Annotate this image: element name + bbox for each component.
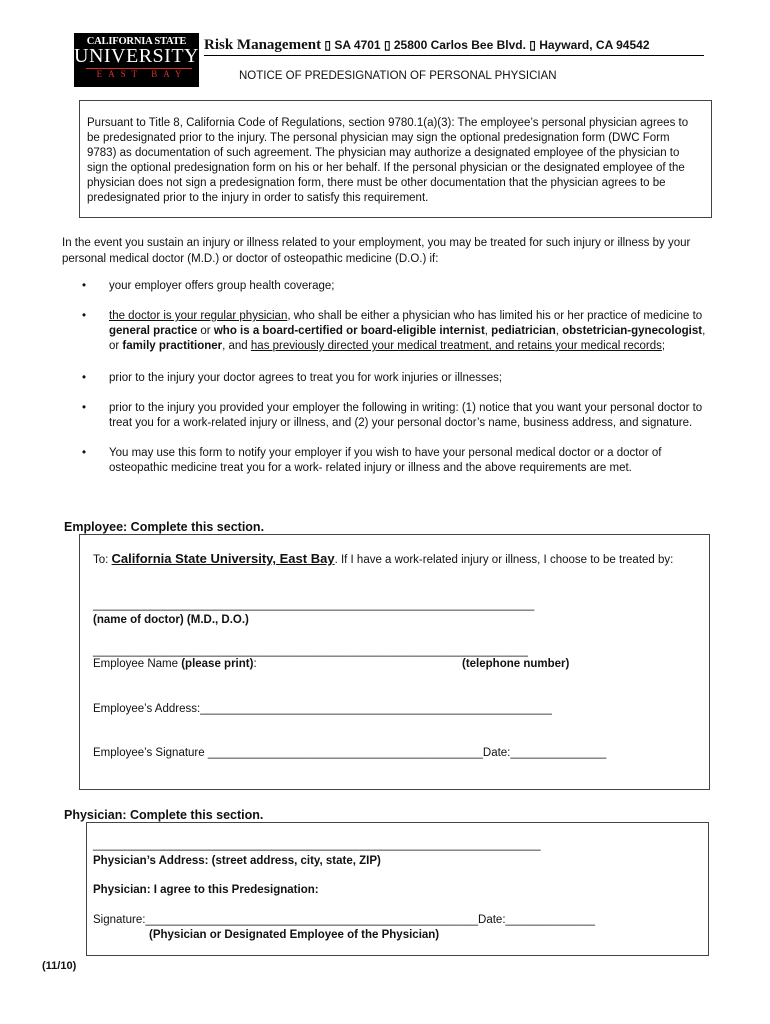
employee-address-field[interactable]: _______________________________________________________	[200, 703, 552, 715]
physician-signer-label: (Physician or Designated Employee of the Physician)	[149, 929, 440, 941]
condition-text: ,	[555, 325, 563, 337]
employee-signature-row	[93, 747, 606, 759]
regulation-notice-box: Pursuant to Title 8, California Code of Regulations, section 9780.1(a)(3): The employee’s personal physician agrees to be predesignated prior to the injury. The personal physician may sign the optional predesignation form (DWC Form 9783) as documentation of such agreement. The physician may authorize a designated employee of the physician to sign the optional predesignation form on his or her behalf. If the personal physician or the designated employee of the physician does not sign a predesignation form, there must be other documentation that the physician agrees to be predesignated prior to the injury in order to satisfy this requirement.	[79, 100, 712, 218]
list-item	[82, 309, 712, 354]
employee-section-box	[79, 534, 710, 790]
logo-line-1: CALIFORNIA STATE	[86, 36, 187, 47]
employee-address-label: Employee’s Address:	[93, 703, 201, 715]
employee-name-text: Employee Name	[93, 658, 182, 670]
university-logo	[74, 33, 199, 87]
letterhead	[204, 37, 650, 54]
condition-text: ,	[484, 325, 492, 337]
physician-section-heading: Physician: Complete this section.	[64, 808, 264, 822]
physician-agreement-label: Physician: I agree to this Predesignation:	[93, 884, 319, 896]
eligibility-conditions-list	[82, 279, 712, 491]
employee-name-field[interactable]: ____________________________________________________________________	[93, 645, 528, 657]
bullet-icon: •	[82, 310, 87, 322]
physician-signature-label: Signature:	[93, 914, 146, 926]
condition-text: or	[197, 325, 214, 337]
physician-address-label: Physician’s Address: (street address, city, state, ZIP)	[93, 855, 381, 867]
employee-address-row	[93, 703, 552, 715]
university-name: California State University, East Bay	[111, 551, 335, 566]
condition-text: prior to the injury your doctor agrees to treat you for work injuries or illnesses;	[109, 372, 503, 384]
bullet-icon: •	[82, 447, 87, 459]
condition-underlined-text: the doctor is your regular physician	[109, 310, 288, 322]
employee-signature-field[interactable]: ___________________________________________	[207, 747, 483, 759]
physician-date-field[interactable]: ______________	[505, 914, 596, 926]
condition-bold-text: who is a board-certified or board-eligible internist	[213, 325, 485, 337]
physician-section-box	[86, 822, 709, 956]
logo-line-2: UNIVERSITY	[74, 45, 199, 67]
condition-text: , or	[109, 325, 706, 352]
department-address: ▯ SA 4701 ▯ 25800 Carlos Bee Blvd. ▯ Hayward, CA 94542	[321, 38, 650, 52]
condition-bold-text: obstetrician-gynecologist	[562, 325, 703, 337]
condition-text: You may use this form to notify your employer if you wish to have your personal medical doctor or a doctor of osteopathic medicine treat you for a work- related injury or illness and the above requirements are met.	[109, 447, 662, 474]
list-item	[82, 446, 712, 476]
physician-signature-row	[93, 914, 595, 926]
doctor-name-field[interactable]: _____________________________________________________________________	[93, 599, 535, 611]
condition-bold-text: pediatrician	[491, 325, 556, 337]
condition-bold-text: general practice	[109, 325, 198, 337]
revision-date: (11/10)	[42, 960, 77, 972]
condition-text: your employer offers group health coverage;	[109, 280, 335, 292]
employee-name-label	[93, 658, 257, 670]
to-label: To:	[93, 554, 112, 566]
list-item	[82, 371, 712, 386]
condition-text: , who shall be either a physician who has limited his or her practice of medicine to	[287, 310, 703, 322]
employee-name-colon: :	[253, 658, 257, 670]
employee-signature-label: Employee’s Signature	[93, 747, 208, 759]
doctor-name-label: (name of doctor) (M.D., D.O.)	[93, 614, 249, 626]
employee-date-label: Date:	[482, 747, 511, 759]
bullet-icon: •	[82, 280, 87, 292]
list-item	[82, 279, 712, 294]
addressee-text: . If I have a work-related injury or illness, I choose to be treated by:	[334, 554, 674, 566]
eligibility-paragraph: In the event you sustain an injury or illness related to your employment, you may be treated for such injury or illness by your personal medical doctor (M.D.) or doctor of osteopathic medicine (D.O.) if:	[62, 237, 691, 265]
bullet-icon: •	[82, 372, 87, 384]
physician-date-label: Date:	[478, 914, 506, 926]
employee-name-hint: (please print)	[181, 658, 254, 670]
telephone-label: (telephone number)	[462, 658, 570, 670]
bullet-icon: •	[82, 402, 87, 414]
condition-text: , and	[222, 340, 251, 352]
condition-text: ;	[661, 340, 666, 352]
department-name: Risk Management	[204, 37, 322, 53]
employee-section-heading: Employee: Complete this section.	[64, 520, 265, 534]
employee-date-field[interactable]: _______________	[510, 747, 607, 759]
physician-signature-field[interactable]: ____________________________________________________	[145, 914, 479, 926]
physician-address-field[interactable]: ______________________________________________________________________	[93, 839, 541, 851]
condition-underlined-text: has previously directed your medical treatment, and retains your medical records	[250, 340, 662, 352]
condition-text: prior to the injury you provided your employer the following in writing: (1) notice that you want your personal doctor to treat you for a work-related injury or illness, and (2) your personal doctor’s name, business address, and signature.	[109, 402, 703, 429]
condition-bold-text: family practitioner	[122, 340, 223, 352]
list-item	[82, 401, 712, 431]
header-divider	[204, 55, 704, 56]
document-title: NOTICE OF PREDESIGNATION OF PERSONAL PHYSICIAN	[239, 70, 557, 82]
logo-line-3: EAST BAY	[86, 68, 192, 79]
addressee-line	[93, 551, 693, 568]
